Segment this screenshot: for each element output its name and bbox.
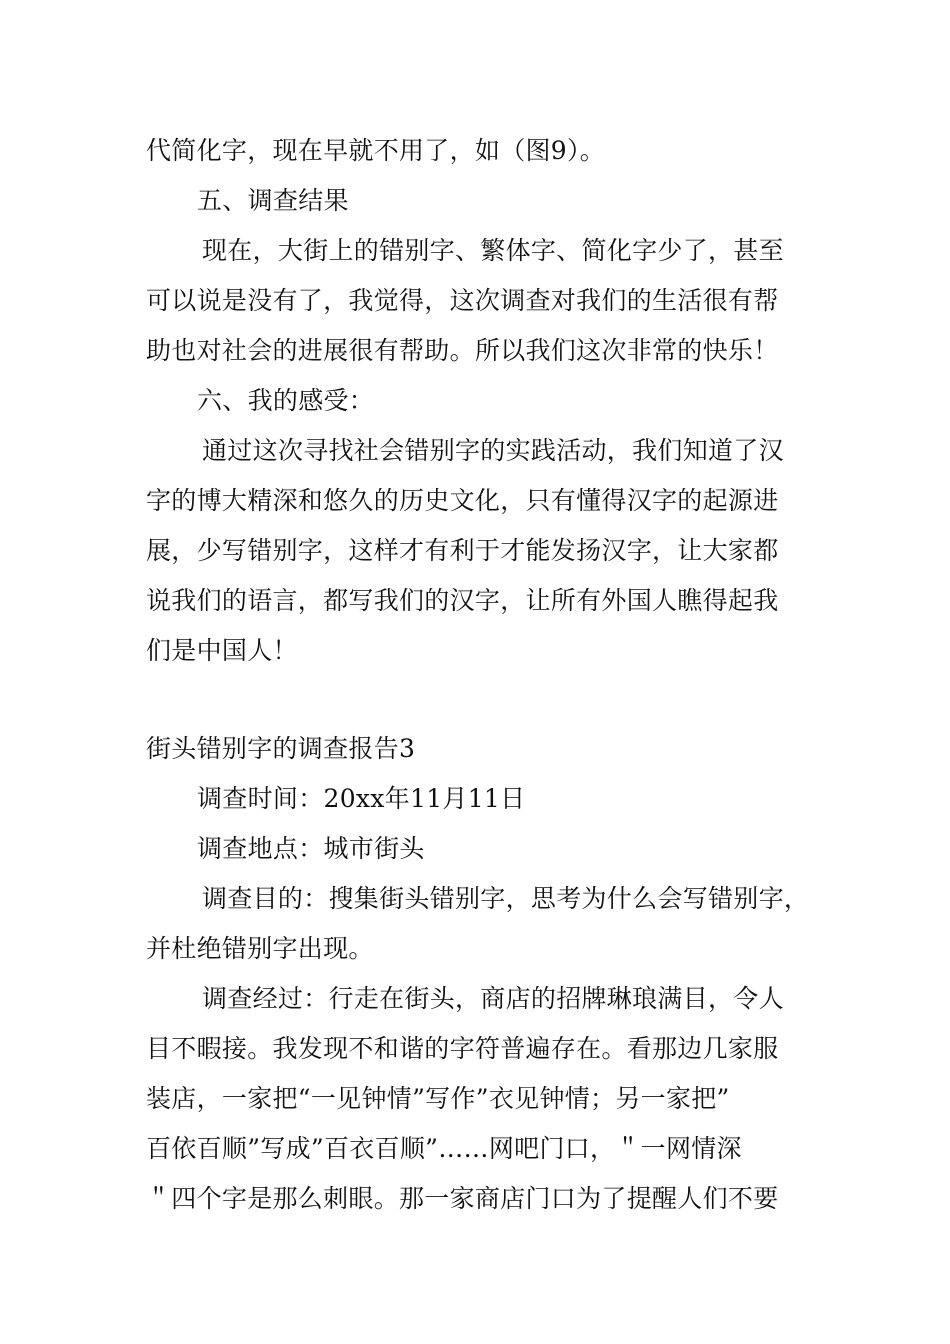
paragraph-line: 装店，一家把“一见钟情”写作”衣见钟情；另一家把” [146, 1084, 730, 1113]
paragraph-line: 通过这次寻找社会错别字的实践活动，我们知道了汉 [202, 436, 784, 465]
paragraph-line: ＂四个字是那么刺眼。那一家商店门口为了提醒人们不要 [146, 1184, 779, 1213]
paragraph-line: 调查经过：行走在街头，商店的招牌琳琅满目，令人 [202, 984, 784, 1013]
paragraph-line: 百依百顺”写成”百衣百顺”……网吧门口，＂一网情深 [146, 1134, 742, 1163]
paragraph-line: 目不暇接。我发现不和谐的字符普遍存在。看那边几家服 [146, 1034, 779, 1063]
continuation-line: 代简化字，现在早就不用了，如（图9）。 [146, 136, 606, 165]
paragraph-line: 说我们的语言，都写我们的汉字，让所有外国人瞧得起我 [146, 586, 779, 615]
paragraph-line: 并杜绝错别字出现。 [146, 934, 374, 963]
report-title: 街头错别字的调查报告3 [146, 734, 416, 763]
survey-time: 调查时间：20xx年11月11日 [197, 784, 526, 813]
paragraph-line: 现在，大街上的错别字、繁体字、简化字少了，甚至 [202, 236, 784, 265]
section-heading-results: 五、调查结果 [197, 186, 349, 215]
paragraph-line: 调查目的：搜集街头错别字，思考为什么会写错别字， [202, 884, 810, 913]
paragraph-line: 可以说是没有了，我觉得，这次调查对我们的生活很有帮 [146, 286, 779, 315]
paragraph-line: 字的博大精深和悠久的历史文化，只有懂得汉字的起源进 [146, 486, 779, 515]
survey-place: 调查地点：城市街头 [197, 834, 425, 863]
paragraph-line: 助也对社会的进展很有帮助。所以我们这次非常的快乐！ [146, 336, 779, 365]
paragraph-line: 展，少写错别字，这样才有利于才能发扬汉字，让大家都 [146, 536, 779, 565]
paragraph-line: 们是中国人！ [146, 636, 298, 665]
section-heading-feelings: 六、我的感受： [197, 386, 375, 415]
